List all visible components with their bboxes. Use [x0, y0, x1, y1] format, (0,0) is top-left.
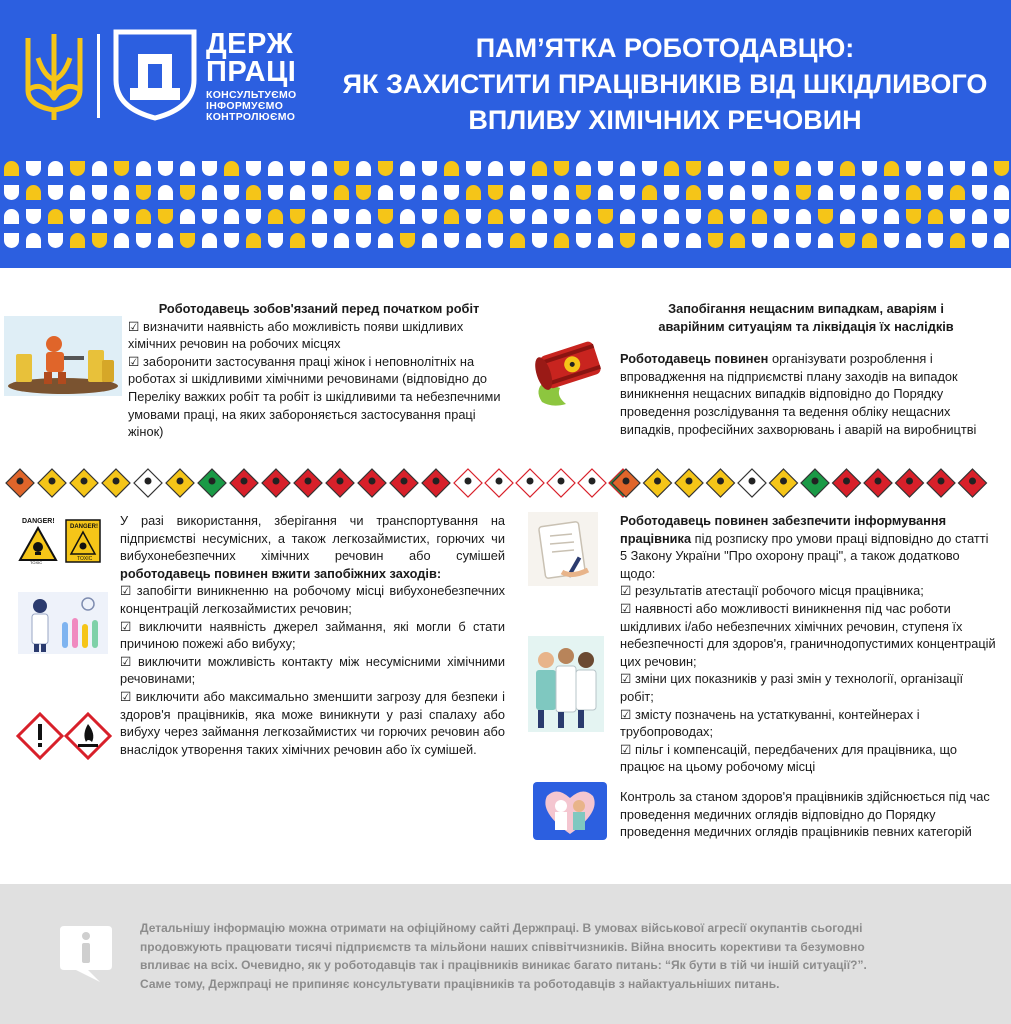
- pattern-tile: [400, 233, 415, 248]
- pattern-tile: [92, 209, 107, 224]
- section-informing-item: ☑ пільг і компенсацій, передбачених для працівника, що працює на цьому робочому місці: [620, 741, 957, 775]
- pattern-tile: [554, 209, 569, 224]
- medical-staff-illustration: [528, 636, 604, 732]
- pattern-tile: [620, 233, 635, 248]
- pattern-tile: [576, 233, 591, 248]
- pattern-tile: [378, 185, 393, 200]
- pattern-tile: [796, 209, 811, 224]
- pattern-tile: [510, 209, 525, 224]
- pattern-tile: [774, 233, 789, 248]
- pattern-tile: [334, 185, 349, 200]
- page-title: [330, 30, 1000, 138]
- spilled-barrel-illustration: [526, 334, 608, 408]
- section-accident-heading-line-1: Запобігання нещасним випадкам, аваріям і: [668, 301, 944, 316]
- pattern-tile: [950, 209, 965, 224]
- pattern-tile: [290, 209, 305, 224]
- pattern-tile: [972, 161, 987, 176]
- pattern-tile: [708, 185, 723, 200]
- pattern-tile: [686, 161, 701, 176]
- pattern-tile: [664, 161, 679, 176]
- pattern-tile: [862, 233, 877, 248]
- section-preventive-intro: [120, 512, 505, 582]
- pattern-tile: [180, 233, 195, 248]
- pattern-tile: [4, 209, 19, 224]
- section-preventive-measures: [120, 512, 505, 758]
- pattern-tile: [202, 185, 217, 200]
- danger-toxic-signs: [18, 516, 104, 564]
- pattern-tile: [928, 209, 943, 224]
- pattern-tile: [730, 233, 745, 248]
- hazard-diamond-icon: [959, 469, 987, 497]
- pattern-tile: [466, 233, 481, 248]
- pattern-tile: [708, 161, 723, 176]
- pattern-tile: [686, 233, 701, 248]
- pattern-tile: [4, 185, 19, 200]
- pattern-tile: [224, 209, 239, 224]
- pattern-tile: [466, 161, 481, 176]
- pattern-tile: [444, 161, 459, 176]
- brand-sub-3: КОНТРОЛЮЄМО: [206, 111, 296, 123]
- pattern-tile: [598, 233, 613, 248]
- pattern-tile: [356, 161, 371, 176]
- pattern-tile: [334, 161, 349, 176]
- pattern-tile: [752, 233, 767, 248]
- pattern-tile: [224, 185, 239, 200]
- pattern-tile: [136, 233, 151, 248]
- pattern-tile: [334, 233, 349, 248]
- hazard-diamond-icon: [738, 469, 766, 497]
- pattern-tile: [422, 161, 437, 176]
- hazard-diamond-icon: [707, 469, 735, 497]
- hazard-diamond-icon: [262, 469, 290, 497]
- section-informing-item: ☑ зміни цих показників у разі змін у технології, організації робіт;: [620, 671, 964, 704]
- hazard-diamond-icon: [6, 469, 34, 497]
- section-informing-item: ☑ результатів атестації робочого місця працівника;: [620, 583, 924, 599]
- section-before-work-item: ☑ визначити наявність або можливість появи шкідливих хімічних речовин на робочих місцях: [128, 318, 464, 352]
- hazard-diamond-icon: [166, 469, 194, 497]
- pattern-tile: [928, 233, 943, 248]
- pattern-tile: [994, 209, 1009, 224]
- document-signing-illustration: [528, 512, 598, 586]
- hazard-diamond-icon: [833, 469, 861, 497]
- pattern-tile: [598, 161, 613, 176]
- pattern-tile: [268, 209, 283, 224]
- pattern-tile: [444, 233, 459, 248]
- pattern-tile: [752, 185, 767, 200]
- section-informing-item: ☑ наявності або можливості виникнення під час роботи шкідливих і/або небезпечних хімічних речовин, ступеня їх небезпечності для здоров'я, граничнодопустимих концентрацій цих речовин;: [620, 600, 996, 669]
- pattern-tile: [246, 233, 261, 248]
- header-banner: [0, 0, 1011, 268]
- pattern-tile: [994, 185, 1009, 200]
- pattern-tile: [642, 209, 657, 224]
- section-preventive-item: ☑ запобігти виникненню на робочому місці вибухонебезпечних концентрацій легкозаймистих речовин;: [120, 583, 505, 616]
- section-informing-text: під розписку про умови праці відповідно до статті 5 Закону України "Про охорону праці", а також додатково щодо:: [620, 530, 989, 581]
- hazard-diamond-icon: [864, 469, 892, 497]
- section-preventive-intro-text: У разі використання, зберігання чи транспортування на підприємстві несумісних, а також легкозаймистих, горючих чи вибухонебезпечних хімічних речовин або сумішей: [120, 513, 505, 564]
- trident-icon: [22, 28, 86, 124]
- pattern-tile: [950, 233, 965, 248]
- pattern-tile: [92, 161, 107, 176]
- pattern-tile: [950, 161, 965, 176]
- hazard-diamond-icon: [801, 469, 829, 497]
- pattern-tile: [158, 185, 173, 200]
- pattern-tile: [884, 161, 899, 176]
- pattern-tile: [114, 233, 129, 248]
- brand-sub-2: ІНФОРМУЄМО: [206, 100, 284, 112]
- hazard-diamond-icon: [770, 469, 798, 497]
- pattern-tile: [730, 185, 745, 200]
- pattern-tile: [290, 233, 305, 248]
- pattern-tile: [246, 185, 261, 200]
- title-line-3: ВПЛИВУ ХІМІЧНИХ РЕЧОВИН: [468, 105, 862, 135]
- pattern-tile: [136, 209, 151, 224]
- section-accident-lead: Роботодавець повинен: [620, 351, 769, 367]
- pattern-tile: [92, 233, 107, 248]
- pattern-tile: [906, 161, 921, 176]
- pattern-tile: [884, 209, 899, 224]
- section-before-work-item: ☑ заборонити застосування праці жінок і неповнолітніх на роботах зі шкідливими хімічними речовинами (відповідно до Переліку важких робіт та робіт із шкідливими та небезпечними умовами праці, на яких забороняється застосування праці жінок): [128, 353, 501, 440]
- pattern-tile: [48, 161, 63, 176]
- pattern-tile: [48, 209, 63, 224]
- pattern-tile: [994, 233, 1009, 248]
- pattern-tile: [818, 233, 833, 248]
- pattern-tile: [686, 185, 701, 200]
- pattern-tile: [620, 185, 635, 200]
- pattern-tile: [224, 233, 239, 248]
- pattern-tile: [26, 233, 41, 248]
- pattern-tile: [202, 161, 217, 176]
- footer: [0, 884, 1011, 1024]
- hazard-diamond-icon: [485, 469, 513, 497]
- pattern-tile: [246, 161, 261, 176]
- pattern-tile: [378, 209, 393, 224]
- pattern-tile: [598, 185, 613, 200]
- pattern-tile: [114, 185, 129, 200]
- pattern-tile: [48, 185, 63, 200]
- pattern-tile: [708, 233, 723, 248]
- chemical-worker-illustration: [4, 316, 122, 396]
- pattern-tile: [774, 209, 789, 224]
- section-preventive-intro-bold: роботодавець повинен вжити запобіжних заходів:: [120, 565, 442, 581]
- pattern-tile: [532, 161, 547, 176]
- pattern-tile: [158, 209, 173, 224]
- section-accident-prevention: [620, 300, 992, 438]
- lab-scientist-illustration: [18, 592, 108, 654]
- pattern-tile: [444, 185, 459, 200]
- section-before-work-heading: Роботодавець зобов'язаний перед початком робіт: [158, 301, 480, 316]
- divider-line: [97, 34, 100, 118]
- hazard-signs-row: [0, 466, 1011, 500]
- pattern-tile: [268, 185, 283, 200]
- brand-sub-1: КОНСУЛЬТУЄМО: [206, 89, 297, 101]
- pattern-tile: [774, 185, 789, 200]
- pattern-tile: [642, 233, 657, 248]
- section-informing-intro: [620, 512, 998, 582]
- hazard-diamond-icon: [134, 469, 162, 497]
- derzhpratsi-logo-icon: [112, 28, 198, 122]
- pattern-tile: [26, 185, 41, 200]
- pattern-tile: [4, 161, 19, 176]
- pattern-tile: [554, 161, 569, 176]
- hazard-diamond-icon: [102, 469, 130, 497]
- pattern-tile: [268, 233, 283, 248]
- hazard-diamond-icon: [578, 469, 606, 497]
- pattern-tile: [752, 209, 767, 224]
- info-icon: [58, 924, 114, 984]
- hazard-diamond-icon: [38, 469, 66, 497]
- pattern-tile: [818, 209, 833, 224]
- pattern-tile: [972, 233, 987, 248]
- pattern-tile: [840, 161, 855, 176]
- section-accident-heading-line-2: аварійним ситуаціям та ліквідація їх наслідків: [658, 318, 954, 334]
- pattern-tile: [906, 233, 921, 248]
- pattern-tile: [312, 185, 327, 200]
- pattern-tile: [840, 233, 855, 248]
- pattern-tile: [928, 185, 943, 200]
- medical-checkup-illustration: [533, 782, 607, 840]
- pattern-tile: [818, 185, 833, 200]
- pattern-tile: [972, 185, 987, 200]
- pattern-tile: [378, 233, 393, 248]
- section-preventive-item: ☑ виключити або максимально зменшити загрозу для безпеки і здоров'я працівників, яка може виникнути у разі спалаху або вибуху через займання легкозаймистих чи горючих речовин або внаслідок утворення таких хімічних речовин або їх сумішей.: [120, 688, 505, 757]
- pattern-tile: [114, 161, 129, 176]
- hazard-diamond-icon: [422, 469, 450, 497]
- pattern-tile: [268, 161, 283, 176]
- pattern-tile: [26, 161, 41, 176]
- pattern-tile: [972, 209, 987, 224]
- hazard-diamond-icon: [927, 469, 955, 497]
- pattern-tile: [312, 161, 327, 176]
- toxic-label: TOXIC: [30, 560, 43, 564]
- pattern-tile: [774, 161, 789, 176]
- pattern-tile: [466, 209, 481, 224]
- danger-label-2: DANGER!: [70, 524, 98, 530]
- hazard-diamond-icon: [358, 469, 386, 497]
- hazard-diamond-icon: [390, 469, 418, 497]
- hazard-diamond-icon: [454, 469, 482, 497]
- hazard-diamond-icon: [675, 469, 703, 497]
- pattern-tile: [48, 233, 63, 248]
- pattern-tile: [70, 161, 85, 176]
- hazard-diamond-icon: [644, 469, 672, 497]
- hazard-diamond-icon: [326, 469, 354, 497]
- hazard-pictograms: [16, 712, 112, 760]
- decorative-pattern: [0, 155, 1011, 255]
- pattern-tile: [884, 233, 899, 248]
- pattern-tile: [136, 185, 151, 200]
- pattern-tile: [840, 209, 855, 224]
- pattern-tile: [532, 233, 547, 248]
- pattern-tile: [620, 209, 635, 224]
- pattern-tile: [796, 233, 811, 248]
- pattern-tile: [840, 185, 855, 200]
- hazard-diamond-icon: [70, 469, 98, 497]
- pattern-tile: [576, 161, 591, 176]
- pattern-tile: [246, 209, 261, 224]
- pattern-tile: [642, 161, 657, 176]
- pattern-tile: [422, 209, 437, 224]
- pattern-tile: [664, 233, 679, 248]
- section-preventive-item: ☑ виключити наявність джерел займання, які могли б стати причиною пожежі або вибуху;: [120, 618, 505, 652]
- pattern-tile: [642, 185, 657, 200]
- section-informing-lead: Роботодавець повинен забезпечити інформування працівника: [620, 513, 947, 546]
- pattern-tile: [664, 209, 679, 224]
- hazard-diamond-icon: [198, 469, 226, 497]
- pattern-tile: [862, 185, 877, 200]
- pattern-tile: [180, 185, 195, 200]
- section-informing: [620, 512, 998, 776]
- brand-line-1: ДЕРЖ: [206, 28, 294, 60]
- pattern-tile: [334, 209, 349, 224]
- pattern-tile: [598, 209, 613, 224]
- pattern-tile: [994, 161, 1009, 176]
- pattern-tile: [400, 161, 415, 176]
- brand-line-2: ПРАЦІ: [206, 56, 297, 88]
- section-accident-text: організувати розроблення і впровадження на підприємстві плану заходів на випадок виникнення нещасних випадків відповідно до Порядку проведення розслідування та ведення обліку нещасних випадків, професійних захворювань і аварій на виробництві: [620, 351, 977, 437]
- pattern-tile: [444, 209, 459, 224]
- pattern-tile: [400, 209, 415, 224]
- section-preventive-item: ☑ виключити можливість контакту між несумісними хімічними речовинами;: [120, 653, 505, 687]
- section-health-control: [620, 788, 998, 841]
- title-line-1: ПАМ’ЯТКА РОБОТОДАВЦЮ:: [475, 33, 855, 63]
- pattern-tile: [400, 185, 415, 200]
- section-informing-item: ☑ змісту позначень на устаткуванні, контейнерах і трубопроводах;: [620, 706, 920, 740]
- pattern-tile: [730, 161, 745, 176]
- pattern-tile: [422, 233, 437, 248]
- pattern-tile: [158, 233, 173, 248]
- pattern-tile: [796, 161, 811, 176]
- footer-text: Детальнішу інформацію можна отримати на офіційному сайті Держпраці. В умовах військової агресії окупантів сьогодні продовжують працювати тисячі підприємств та мільйони наших співвітчизників. Війна вносить корективи та безумовно впливає на всіх. Очевидно, як у роботодавців так і працівників виникає багато питань: “Як бути в тій чи іншій ситуації?”. Саме тому, Держпраці не припиняє консультувати працівників та роботодавців з найактуальніших питань.: [140, 921, 867, 991]
- pattern-tile: [70, 185, 85, 200]
- pattern-tile: [620, 161, 635, 176]
- pattern-tile: [686, 209, 701, 224]
- pattern-tile: [752, 161, 767, 176]
- pattern-tile: [818, 161, 833, 176]
- pattern-tile: [312, 209, 327, 224]
- pattern-tile: [290, 161, 305, 176]
- pattern-tile: [554, 233, 569, 248]
- hazard-diamond-icon: [230, 469, 258, 497]
- pattern-tile: [730, 209, 745, 224]
- pattern-tile: [356, 233, 371, 248]
- pattern-tile: [136, 161, 151, 176]
- pattern-tile: [466, 185, 481, 200]
- brand-name: [206, 30, 297, 123]
- pattern-tile: [488, 161, 503, 176]
- toxic-label-2: TOXIC: [77, 556, 93, 562]
- pattern-tile: [378, 161, 393, 176]
- pattern-tile: [224, 161, 239, 176]
- pattern-tile: [906, 185, 921, 200]
- pattern-tile: [884, 185, 899, 200]
- pattern-tile: [510, 185, 525, 200]
- pattern-tile: [26, 209, 41, 224]
- pattern-tile: [532, 209, 547, 224]
- pattern-tile: [532, 185, 547, 200]
- pattern-tile: [70, 209, 85, 224]
- pattern-tile: [510, 233, 525, 248]
- pattern-tile: [180, 209, 195, 224]
- pattern-tile: [158, 161, 173, 176]
- hazard-diamond-icon: [612, 469, 640, 497]
- pattern-tile: [554, 185, 569, 200]
- pattern-tile: [862, 161, 877, 176]
- section-accident-body: [620, 350, 992, 438]
- section-before-work: [128, 300, 510, 441]
- pattern-tile: [356, 185, 371, 200]
- pattern-tile: [290, 185, 305, 200]
- section-health-control-text: Контроль за станом здоров'я працівників здійснюється під час проведення медичних оглядів відповідно до Порядку проведення медичних оглядів працівників певних категорій: [620, 789, 990, 840]
- pattern-tile: [862, 209, 877, 224]
- pattern-tile: [796, 185, 811, 200]
- pattern-tile: [664, 185, 679, 200]
- title-line-2: ЯК ЗАХИСТИТИ ПРАЦІВНИКІВ ВІД ШКІДЛИВОГО: [342, 69, 988, 99]
- pattern-tile: [906, 209, 921, 224]
- pattern-tile: [114, 209, 129, 224]
- pattern-tile: [510, 161, 525, 176]
- pattern-tile: [708, 209, 723, 224]
- hazard-diamond-icon: [896, 469, 924, 497]
- pattern-tile: [576, 209, 591, 224]
- pattern-tile: [422, 185, 437, 200]
- pattern-tile: [202, 209, 217, 224]
- pattern-tile: [928, 161, 943, 176]
- pattern-tile: [356, 209, 371, 224]
- pattern-tile: [4, 233, 19, 248]
- pattern-tile: [488, 233, 503, 248]
- pattern-tile: [70, 233, 85, 248]
- pattern-tile: [488, 209, 503, 224]
- hazard-diamond-icon: [516, 469, 544, 497]
- pattern-tile: [950, 185, 965, 200]
- pattern-tile: [92, 185, 107, 200]
- pattern-tile: [180, 161, 195, 176]
- danger-label: DANGER!: [22, 518, 55, 525]
- hazard-diamond-icon: [547, 469, 575, 497]
- pattern-tile: [202, 233, 217, 248]
- pattern-tile: [576, 185, 591, 200]
- pattern-tile: [488, 185, 503, 200]
- hazard-diamond-icon: [294, 469, 322, 497]
- pattern-tile: [312, 233, 327, 248]
